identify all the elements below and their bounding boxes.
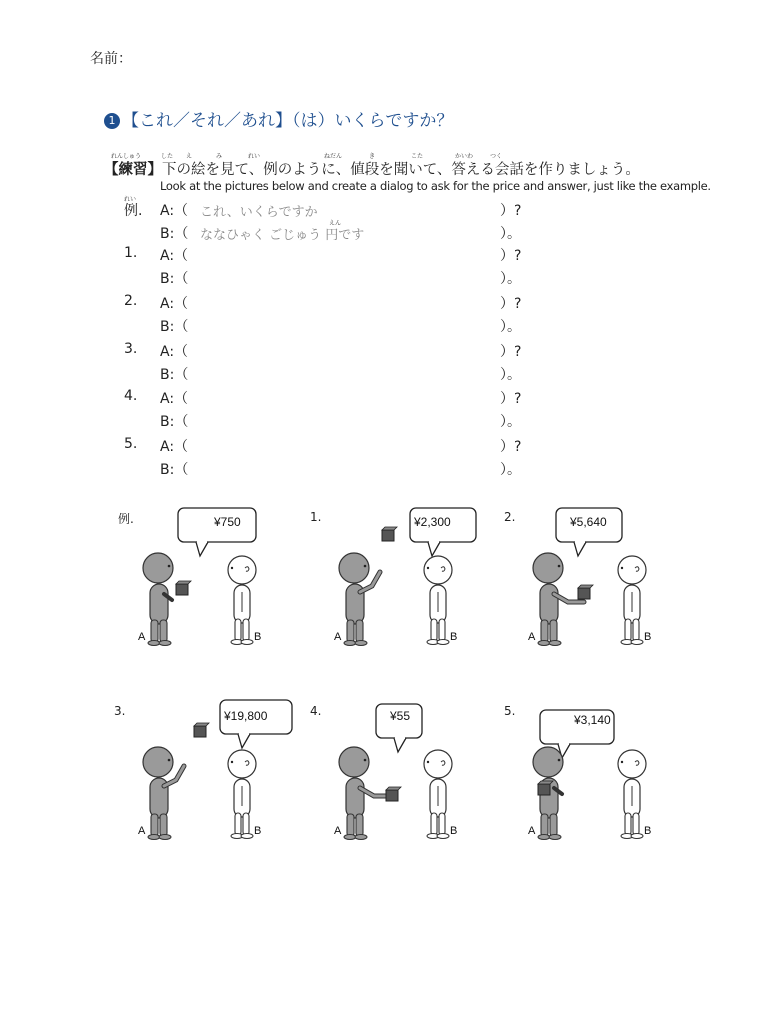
person-a-leg: [160, 620, 167, 642]
person-b-foot: [437, 834, 449, 839]
speaker-b: B:（: [160, 226, 189, 242]
speaker-a: A:（: [160, 248, 189, 264]
speaker-a: A:（: [160, 296, 189, 312]
answer-end: ）。: [500, 462, 521, 478]
picture-panel: [504, 500, 714, 660]
exercise-number: 5.: [124, 436, 138, 452]
exercise-1-b: [0, 268, 768, 290]
person-b-leg: [235, 813, 241, 835]
person-a-body: [346, 778, 364, 818]
person-b-eye: [427, 567, 429, 569]
instruction-text: 下の絵を見て、例のように、値段を聞いて、答える会話を作りましょう。: [162, 162, 640, 178]
person-a-label: A: [138, 631, 146, 643]
person-a-leg: [347, 620, 354, 642]
person-a-foot: [549, 641, 561, 646]
person-a-leg: [356, 620, 363, 642]
speech-bubble-tail: [196, 542, 208, 556]
person-a-foot: [159, 641, 171, 646]
dialog-illustration: [504, 694, 714, 854]
person-a-leg: [541, 620, 548, 642]
question-end: ）?: [500, 344, 522, 360]
speaker-b: B:（: [160, 271, 189, 287]
item-box: [386, 790, 398, 801]
item-box-top: [538, 781, 553, 784]
person-a-label: A: [334, 825, 342, 837]
item-box: [538, 784, 550, 795]
price-text: ¥750: [214, 515, 241, 529]
picture-panel: [114, 500, 324, 660]
price-text: ¥19,800: [224, 709, 268, 723]
furigana-mi: み: [216, 153, 223, 160]
person-a-foot: [148, 641, 160, 646]
person-b: [618, 750, 646, 839]
section-title-text: 【これ／それ／あれ】（は）いくらですか？: [122, 111, 454, 131]
exercise-3-a: [0, 341, 768, 363]
person-a-label: A: [528, 631, 536, 643]
person-b-foot: [631, 640, 643, 645]
person-a-eye: [558, 565, 561, 568]
person-a-foot: [355, 641, 367, 646]
furigana-e: え: [186, 153, 193, 160]
exercise-number: 3.: [124, 341, 138, 357]
furigana-shita: した: [161, 153, 174, 160]
person-a-label: A: [334, 631, 342, 643]
person-b-leg: [243, 813, 249, 835]
person-b-leg: [633, 813, 639, 835]
question-end: ）?: [500, 203, 522, 219]
person-b-label: B: [254, 825, 262, 837]
dialog-illustration: [114, 694, 324, 854]
exercise-number: 例.: [124, 203, 143, 219]
price-text: ¥3,140: [574, 713, 611, 727]
person-b-head: [228, 750, 256, 778]
name-label: 名前：: [90, 51, 132, 67]
person-a-head: [339, 553, 369, 583]
person-b-label: B: [644, 825, 652, 837]
person-a-label: A: [528, 825, 536, 837]
speaker-b: B:（: [160, 367, 189, 383]
person-a-foot: [355, 835, 367, 840]
person-b-leg: [439, 619, 445, 641]
person-a-leg: [347, 814, 354, 836]
person-a-foot: [549, 835, 561, 840]
person-b-foot: [241, 640, 253, 645]
person-a: [533, 553, 584, 646]
person-b-head: [228, 556, 256, 584]
item-box-top: [578, 585, 593, 588]
furigana-en: えん: [329, 220, 342, 227]
exercise-5-b: [0, 459, 768, 481]
furigana-rei-example: れい: [124, 196, 137, 203]
furigana-renshuu: れんしゅう: [111, 153, 142, 160]
speaker-a: A:（: [160, 439, 189, 455]
speaker-a: A:（: [160, 203, 189, 219]
picture-label: 2.: [504, 510, 516, 524]
item-box: [578, 588, 590, 599]
person-b-eye: [231, 761, 233, 763]
section-number-badge: 1: [104, 113, 120, 129]
item-box-top: [386, 787, 401, 790]
person-a: [143, 553, 173, 646]
item-box: [382, 530, 394, 541]
person-a-label: A: [138, 825, 146, 837]
person-b-leg: [625, 813, 631, 835]
person-a-body: [150, 584, 168, 624]
picture-label: 例.: [118, 512, 134, 526]
person-b-eye: [427, 761, 429, 763]
furigana-ki: き: [369, 153, 376, 160]
answer-end: ）。: [500, 367, 521, 383]
answer-field-b[interactable]: ななひゃく ごじゅう 円です: [200, 228, 365, 243]
person-a-eye: [168, 759, 171, 762]
item-box-top: [382, 527, 397, 530]
person-b-foot: [631, 834, 643, 839]
picture-panel: [114, 694, 324, 854]
picture-label: 4.: [310, 704, 322, 718]
person-a-leg: [151, 620, 158, 642]
instruction-label: 【練習】: [104, 162, 162, 178]
person-b-head: [424, 750, 452, 778]
speech-bubble-tail: [428, 542, 440, 556]
answer-end: ）。: [500, 319, 521, 335]
speaker-b: B:（: [160, 414, 189, 430]
person-a-head: [339, 747, 369, 777]
question-end: ）?: [500, 439, 522, 455]
price-text: ¥5,640: [570, 515, 607, 529]
person-b-label: B: [644, 631, 652, 643]
person-b: [618, 556, 646, 645]
person-b-foot: [241, 834, 253, 839]
furigana-kota: こた: [411, 153, 424, 160]
answer-field-a[interactable]: これ、いくらですか: [200, 205, 318, 220]
picture-panel: [504, 694, 714, 854]
person-b-head: [424, 556, 452, 584]
item-box: [194, 726, 206, 737]
person-a-foot: [538, 641, 550, 646]
dialog-illustration: [310, 694, 520, 854]
exercise-5-a: [0, 436, 768, 458]
person-b-eye: [621, 761, 623, 763]
person-b-label: B: [450, 825, 458, 837]
speech-bubble-tail: [394, 738, 406, 752]
price-text: ¥55: [390, 709, 411, 723]
person-b-leg: [431, 619, 437, 641]
instruction-english: Look at the pictures below and create a dialog to ask for the price and answer, just like the example.: [160, 179, 711, 193]
person-a-eye: [364, 565, 367, 568]
person-a-head: [143, 553, 173, 583]
question-end: ）?: [500, 248, 522, 264]
person-a-head: [533, 747, 563, 777]
question-end: ）?: [500, 296, 522, 312]
speaker-b: B:（: [160, 462, 189, 478]
person-a-head: [143, 747, 173, 777]
answer-end: ）。: [500, 226, 521, 242]
person-b-label: B: [450, 631, 458, 643]
person-a-leg: [151, 814, 158, 836]
person-b: [228, 750, 256, 839]
picture-panel: [310, 694, 520, 854]
exercise-4-b: [0, 411, 768, 433]
person-a-foot: [538, 835, 550, 840]
speech-bubble-tail: [574, 542, 586, 556]
exercise-number: 4.: [124, 388, 138, 404]
person-a-eye: [168, 565, 171, 568]
person-b-leg: [625, 619, 631, 641]
picture-label: 1.: [310, 510, 322, 524]
person-b-leg: [235, 619, 241, 641]
person-b-head: [618, 556, 646, 584]
person-a-eye: [558, 759, 561, 762]
person-b-leg: [633, 619, 639, 641]
person-a-head: [533, 553, 563, 583]
person-a: [339, 553, 380, 646]
picture-label: 3.: [114, 704, 126, 718]
person-a-leg: [356, 814, 363, 836]
person-a: [339, 747, 390, 840]
person-a-foot: [159, 835, 171, 840]
person-a-foot: [344, 641, 356, 646]
speaker-a: A:（: [160, 344, 189, 360]
exercise-2-b: [0, 316, 768, 338]
exercise-example-a: [0, 200, 768, 222]
exercise-3-b: [0, 364, 768, 386]
person-a-foot: [344, 835, 356, 840]
person-b-leg: [431, 813, 437, 835]
instruction-japanese: [104, 158, 640, 179]
item-box: [176, 584, 188, 595]
furigana-tsuku: つく: [490, 153, 503, 160]
person-b: [424, 750, 452, 839]
question-end: ）?: [500, 391, 522, 407]
person-b-foot: [437, 640, 449, 645]
person-b-leg: [439, 813, 445, 835]
person-a-eye: [364, 759, 367, 762]
furigana-rei: れい: [248, 153, 261, 160]
exercise-example-b: [0, 223, 768, 245]
person-b-leg: [243, 619, 249, 641]
person-b: [228, 556, 256, 645]
section-title: [104, 106, 453, 131]
dialog-illustration: [114, 500, 324, 660]
person-b-head: [618, 750, 646, 778]
picture-label: 5.: [504, 704, 516, 718]
person-a-leg: [160, 814, 167, 836]
exercise-1-a: [0, 245, 768, 267]
item-box-top: [176, 581, 191, 584]
furigana-nedan: ねだん: [324, 153, 343, 160]
exercise-number: 1.: [124, 245, 138, 261]
person-a-leg: [541, 814, 548, 836]
item-box-top: [194, 723, 209, 726]
speaker-a: A:（: [160, 391, 189, 407]
person-a-body: [540, 584, 558, 624]
furigana-kaiwa: かいわ: [455, 153, 474, 160]
price-text: ¥2,300: [414, 515, 451, 529]
person-a-leg: [550, 620, 557, 642]
person-a-foot: [148, 835, 160, 840]
speech-bubble-tail: [238, 734, 250, 748]
person-b-eye: [231, 567, 233, 569]
exercise-4-a: [0, 388, 768, 410]
answer-end: ）。: [500, 271, 521, 287]
dialog-illustration: [310, 500, 520, 660]
picture-panel: [310, 500, 520, 660]
person-a: [143, 747, 184, 840]
person-a-leg: [550, 814, 557, 836]
person-b: [424, 556, 452, 645]
person-b-label: B: [254, 631, 262, 643]
exercise-number: 2.: [124, 293, 138, 309]
answer-end: ）。: [500, 414, 521, 430]
person-b-eye: [621, 567, 623, 569]
exercise-2-a: [0, 293, 768, 315]
speaker-b: B:（: [160, 319, 189, 335]
dialog-illustration: [504, 500, 714, 660]
